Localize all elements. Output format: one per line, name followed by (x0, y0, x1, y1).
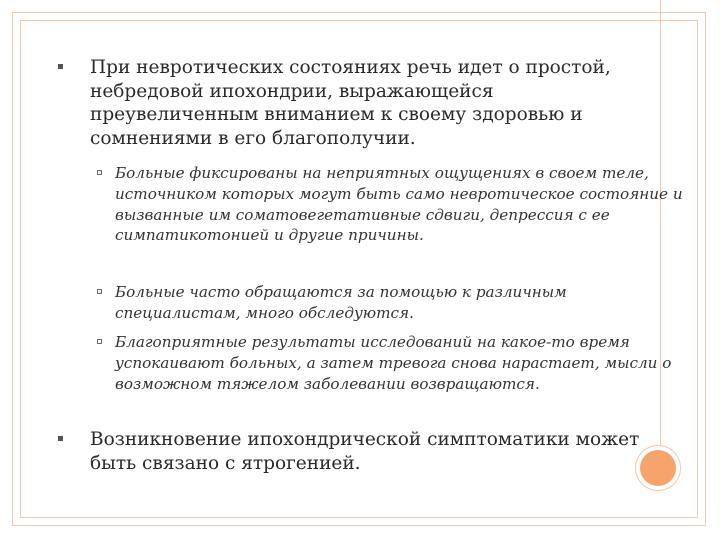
bullet-item-1 (58, 56, 658, 150)
sub-bullet-item-2 (95, 282, 685, 324)
hollow-square-bullet-icon (97, 339, 102, 344)
hollow-square-bullet-icon (97, 289, 102, 294)
hollow-square-bullet-icon (97, 170, 102, 175)
bullet-text-2: Возникновение ипохондрической симптоматики может быть связано с ятрогенией. (90, 429, 640, 474)
sub-bullet-text-2: Больные часто обращаются за помощью к различным специалистам, много обследуются. (115, 283, 567, 322)
sub-bullet-item-3 (95, 332, 685, 394)
sub-bullet-item-1 (95, 163, 685, 246)
square-bullet-icon (58, 64, 63, 69)
bullet-item-2 (58, 428, 658, 475)
square-bullet-icon (58, 436, 63, 441)
bullet-text-1: При невротических состояниях речь идет о простой, небредовой ипохондрии, выражающейся преувеличенным вниманием к своему здоровью и сомнениями в его благополучии. (90, 57, 611, 149)
sub-bullet-text-1: Больные фиксированы на неприятных ощущениях в своем теле, источником которых могут быть само невротическое состояние и вызванные им соматовегетативные сдвиги, депрессия с ее симпатикотонией и другие причины. (115, 164, 683, 245)
sub-bullet-text-3: Благоприятные результаты исследований на какое-то время успокаивают больных, а затем тревога снова нарастает, мысли о возможном тяжелом заболевании возвращаются. (115, 333, 672, 393)
